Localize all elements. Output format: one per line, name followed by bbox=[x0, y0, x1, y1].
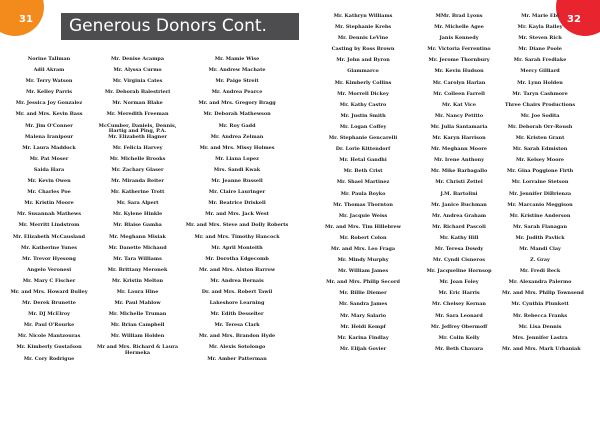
donor-name: Mr. Kristin Moore bbox=[24, 200, 74, 207]
donor-name: Mr. Dennis LeVine bbox=[337, 35, 389, 42]
donor-name: Mr. Billie Diemer bbox=[339, 290, 387, 297]
donor-name: Mr. Colin Kelly bbox=[438, 334, 480, 341]
donor-name: Giammarco bbox=[347, 68, 379, 75]
donor-column-6 bbox=[502, 13, 584, 358]
donor-name: Mr. Merritt Lindstrom bbox=[18, 222, 80, 229]
donor-name: Mr. Marcanio Meggison bbox=[507, 201, 573, 208]
donor-name: Mr. Lisa Dennis bbox=[518, 323, 562, 330]
donor-name: Mr. Carolyn Harlan bbox=[432, 79, 486, 86]
donor-name: Mr. Kylene Hinkle bbox=[112, 211, 163, 218]
donor-name: Mr. Paige Streit bbox=[215, 78, 259, 85]
donor-name: Mr. Sarah Fredlake bbox=[513, 57, 567, 64]
donor-name: Lakeshore Learning bbox=[209, 300, 265, 307]
donor-name: Mr. Virginia Cates bbox=[112, 78, 163, 85]
donor-name: Mr. Alexis Sotolongo bbox=[208, 344, 266, 351]
donor-name: Mr. Paul O'Rourke bbox=[23, 322, 75, 329]
donor-name: Mr. and Mrs. Leo Fraga bbox=[330, 245, 396, 252]
donor-name: Mr. Sarah Flanagan bbox=[512, 223, 568, 230]
donor-name: Mr. Steven Rich bbox=[518, 35, 562, 42]
donor-name: Mr. and Mrs. Mark Urbaniak bbox=[502, 345, 581, 352]
donor-name: Mr. Sarah Edmiston bbox=[512, 146, 568, 153]
donor-name: Mr. Amber Patterman bbox=[207, 355, 267, 362]
donor-name: Mrs. Jennifer Lastra bbox=[512, 334, 568, 341]
donor-name: Dr. Lorie Kittendorf bbox=[335, 146, 391, 153]
donor-name: Mr. Mandi Clay bbox=[519, 245, 561, 252]
donor-name: Mr. Laura Maddock bbox=[22, 144, 76, 151]
donor-name: Mr. Meghann Moore bbox=[430, 146, 488, 153]
donor-name: Mr. Derek Brunette bbox=[22, 300, 76, 307]
donor-name: Mr. Kelsey Moore bbox=[515, 157, 565, 164]
donor-name: Mr. Katherine Yunes bbox=[20, 244, 78, 251]
donor-name: MMr. Brad Lyons bbox=[435, 13, 483, 19]
donor-name: Adil Akram bbox=[33, 67, 65, 74]
donor-name: Mr. Andrew Machate bbox=[208, 67, 266, 74]
donor-name: Mr. Julia Santamaria bbox=[430, 123, 488, 130]
donor-column-1 bbox=[5, 57, 93, 368]
donor-name: Mr. Mary Salario bbox=[339, 312, 387, 319]
donor-name: Mr. Kevin Hudson bbox=[434, 68, 484, 75]
donor-column-2 bbox=[96, 57, 179, 357]
donor-name: Mr. Kristen Grant bbox=[515, 135, 565, 142]
donor-name: Mr. Kimberly Gustafson bbox=[16, 344, 82, 351]
donor-name: Mr. Hetal Gandhi bbox=[339, 157, 387, 164]
donor-name: Mr. Heidi Kempf bbox=[340, 323, 386, 330]
donor-name: Mr. Sandra James bbox=[338, 301, 388, 308]
donor-name: Mr. Deborah Balestrieri bbox=[104, 89, 171, 96]
donor-name: Janis Kennedy bbox=[439, 35, 479, 42]
donor-name: Mr. Kathy Hill bbox=[439, 234, 479, 241]
donor-name: Mr. Gina Poggione Firth bbox=[506, 168, 574, 175]
donor-name: Mr. Mike Barbagallo bbox=[430, 168, 488, 175]
donor-name: Mr. Irene Anthony bbox=[433, 157, 485, 164]
donor-name: Mr. Victoria Ferrentino bbox=[427, 46, 491, 53]
donor-name: Mr. and Mrs. Timothy Hancock bbox=[194, 233, 280, 240]
donor-name: Mr. Kat Vice bbox=[442, 101, 476, 108]
donor-name: Mr. Kathryn Williams bbox=[333, 13, 393, 19]
donor-name: Mr. Jessica Joy Gonzalez bbox=[15, 100, 83, 107]
donor-name: Mr. Roy Gadd bbox=[218, 122, 256, 129]
donor-name: Mr. Colleen Farrell bbox=[433, 90, 485, 97]
donor-name: Mr. Thomas Thornton bbox=[333, 201, 393, 208]
left-page-number: 31 bbox=[19, 14, 33, 25]
donor-name: Mr. Deborah Orr-Roush bbox=[507, 123, 573, 130]
donor-name: Mr. Teresa Dowdy bbox=[434, 245, 484, 252]
donor-name: Mr. Robert Colon bbox=[339, 234, 387, 241]
donor-name: Mr. Alyssa Curmo bbox=[113, 67, 162, 74]
donor-name: Mr. Felicia Harvey bbox=[112, 144, 163, 151]
donor-name: J.M. Bartolini bbox=[440, 190, 478, 197]
donor-name: Mr. Rebecca Franks bbox=[512, 312, 568, 319]
donor-name: Mr. Cyndi Cisneros bbox=[433, 257, 485, 264]
page-title: Generous Donors Cont. bbox=[69, 16, 267, 36]
donor-name: Mr. and Mrs. Brandon Hyde bbox=[198, 333, 276, 340]
donor-name: Mr. Eric Harris bbox=[438, 290, 480, 297]
donor-name: Mr. Beatrice Driskell bbox=[208, 200, 266, 207]
donor-name: Mr. Cynthia Plunkett bbox=[511, 301, 569, 308]
right-page-number: 32 bbox=[567, 14, 581, 25]
donor-column-4 bbox=[319, 14, 407, 358]
donor-name: Mr. DJ McElroy bbox=[28, 311, 70, 318]
donor-name: Mr. Brittany Meronek bbox=[107, 266, 168, 273]
donor-name: Mr. Judith Pavlick bbox=[515, 234, 565, 241]
donor-name: Mr. and Mrs. Alston Barrow bbox=[198, 266, 276, 273]
donor-name: Mr. Jim O'Conner bbox=[25, 122, 73, 129]
donor-name: Mr. Kimberly Collins bbox=[334, 79, 392, 86]
donor-name: Mr. Kristine Anderson bbox=[509, 212, 571, 219]
donor-name: Mr. Taryn Cashmore bbox=[512, 90, 568, 97]
donor-name: Mr. Danette Michaud bbox=[108, 244, 167, 251]
donor-name: Mr. Beth Crist bbox=[343, 168, 383, 175]
donor-name: Mr. Teresa Clark bbox=[214, 322, 260, 329]
donor-name: Mr. Terry Watson bbox=[25, 78, 73, 85]
donor-name: Mr. Richard Pascoli bbox=[432, 223, 486, 230]
donor-name: Mr. Jerome Thornbury bbox=[428, 57, 490, 64]
donor-name: Z. Gray bbox=[530, 257, 550, 264]
donor-name: Mr. Fredi Beck bbox=[519, 268, 561, 275]
donor-name: Mr. Meredith Freeman bbox=[106, 111, 169, 118]
donor-name: Mr. Joan Foley bbox=[439, 279, 479, 286]
donor-name: Mr. Mamie Wise bbox=[214, 56, 260, 62]
donor-name: Mr. and Mrs. Jack West bbox=[205, 211, 269, 218]
donor-name: Mr. Christi Zettel bbox=[435, 179, 483, 186]
donor-name: Mr. Kelley Parris bbox=[25, 89, 73, 96]
donor-name: Mr. William Holden bbox=[110, 333, 165, 340]
donor-name: Mr. Andrea Bernais bbox=[210, 277, 264, 284]
donor-name: Mr. Lorraine Stetson bbox=[511, 179, 569, 186]
donor-name: Mr. and Mrs. Tim Hillebrew bbox=[325, 223, 401, 230]
donor-name: Mr. Denise Acampa bbox=[111, 56, 164, 62]
donor-name: Mr. Jeanne Russell bbox=[211, 178, 263, 185]
donor-name: Mr. Stephanie Krebs bbox=[334, 24, 392, 31]
donor-name: Mr. Karyn Harrison bbox=[432, 135, 486, 142]
donor-name: Angelo Veronesi bbox=[26, 266, 72, 273]
donor-name: Mr. Claire Lauringer bbox=[208, 189, 266, 196]
donor-name: Mr. April Monteith bbox=[211, 244, 263, 251]
donor-name: Casting by Ross Brown bbox=[331, 46, 395, 53]
donor-name: Mr. Kristin Melton bbox=[111, 277, 164, 284]
title-banner bbox=[61, 13, 299, 40]
donor-name: Mr. Karina Findlay bbox=[337, 334, 389, 341]
donor-name: Mrs. Sandi Kwak bbox=[213, 166, 261, 173]
donor-name: Mr. Kayla Bailey bbox=[517, 24, 563, 31]
donor-name: Mr. and Mrs. Kevin Bass bbox=[15, 111, 83, 118]
donor-name: Mr. Diane Poole bbox=[518, 46, 562, 53]
donor-name: Mr. Jennifer DiBrienza bbox=[508, 190, 572, 197]
donor-name: Mr. Kevin Owen bbox=[27, 178, 71, 185]
donor-name: Mr. Miranda Beiter bbox=[111, 178, 164, 185]
donor-name: Mr. Sara Leonard bbox=[435, 312, 483, 319]
donor-name: Mr. Susannah Mathews bbox=[17, 211, 81, 218]
donor-name: Mr. Liana Lopez bbox=[215, 155, 259, 162]
donor-name: Mr. Joe Sodita bbox=[520, 112, 560, 119]
donor-name: Mr. and Mrs. Steve and Dolly Roberts bbox=[185, 222, 289, 229]
donor-name: Mr. Deborah Mathewson bbox=[203, 111, 271, 118]
donor-name: Mr. Katherine Trott bbox=[110, 189, 165, 196]
donor-name: Mr. Nancy Petitto bbox=[434, 112, 484, 119]
donor-name: Mr. Alexandra Palermo bbox=[508, 279, 572, 286]
donor-name: Mr. Janice Buchman bbox=[431, 201, 487, 208]
donor-name: Mr. Marie Ebl bbox=[521, 13, 559, 19]
donor-name: Mr. Morrell Dickey bbox=[337, 90, 389, 97]
right-page bbox=[300, 0, 600, 424]
donor-name: Mr. Andrea Zelman bbox=[210, 133, 264, 140]
donor-name: Mr. Andrea Pearce bbox=[211, 89, 263, 96]
donor-name: Mr. Justin Smith bbox=[340, 112, 386, 119]
donor-name: Mr. and Mrs. Howard Bulley bbox=[10, 288, 88, 295]
donor-name: Mr. Charles Poe bbox=[27, 189, 71, 196]
donor-name: Mr. Pat Moser bbox=[29, 155, 69, 162]
donor-name: Mr. Brian Campbell bbox=[110, 322, 165, 329]
donor-name: Mr. Lynn Holden bbox=[517, 79, 563, 86]
donor-name: Mr. Paul Mahlow bbox=[114, 300, 161, 307]
donor-column-3 bbox=[184, 57, 290, 368]
donor-name: Mr. and Mrs. Philip Secord bbox=[326, 279, 400, 286]
donor-name: Mr. Laura Hine bbox=[116, 288, 159, 295]
donor-name: Mr. Trevor Hyesong bbox=[22, 255, 76, 262]
donor-name: Mr. Dorotha Edgecomb bbox=[205, 255, 269, 262]
donor-name: McCumber, Daniels, Dennis, Hartig and Ping, P.A. bbox=[98, 122, 177, 135]
donor-name: Mr. Cory Rodrigue bbox=[23, 355, 75, 362]
donor-name: Mr. Jacqueline Hornsop bbox=[426, 268, 492, 275]
donor-name: Mr. and Mrs. Philip Townsend bbox=[502, 290, 584, 297]
donor-name: Mr. Chelsey Kernan bbox=[432, 301, 486, 308]
donor-name: Mr. William James bbox=[337, 268, 389, 275]
donor-name: Mr. Elizabeth McCausland bbox=[12, 233, 86, 240]
donor-name: Norine Tallman bbox=[27, 56, 71, 62]
donor-name: Mr. Stephanie Gencarelli bbox=[328, 135, 398, 142]
donor-name: Mr. Norman Blake bbox=[112, 100, 163, 107]
donor-name: Mr. Meghann Misiak bbox=[109, 233, 166, 240]
donor-name: Mr. Mary C Fischer bbox=[22, 277, 76, 284]
donor-name: Dr. and Mrs. Robert Tawil bbox=[201, 288, 273, 295]
donor-name: Mr. Kathy Castro bbox=[339, 101, 387, 108]
donor-name: Mr. Edith Desselter bbox=[210, 311, 264, 318]
donor-name: Mr. Blaise Gamba bbox=[113, 222, 162, 229]
donor-name: Mr. Andrea Graham bbox=[431, 212, 487, 219]
donor-name: Mr. Shael Martinez bbox=[336, 179, 390, 186]
donor-name: Mr. and Mrs. Gregory Bragg bbox=[198, 100, 276, 107]
donor-name: Mr and Mrs. Richard & Laura Hermeka bbox=[96, 344, 179, 357]
donor-name: Saida Hara bbox=[33, 166, 65, 173]
donor-name: Mr. Michelle Truman bbox=[108, 311, 167, 318]
donor-name: Mr. Nicole Mantzouras bbox=[17, 333, 81, 340]
donor-name: Mr. Elijah Govier bbox=[339, 345, 387, 352]
donor-name: Mr. Logan Coffey bbox=[339, 123, 387, 130]
donor-name: Mr. Jacquie Weiss bbox=[338, 212, 388, 219]
donor-name: Mr. Zachary Glaser bbox=[111, 166, 164, 173]
donor-name: Mercy Gilliard bbox=[520, 68, 560, 75]
donor-name: Mr. and Mrs. Missy Holmes bbox=[199, 144, 275, 151]
donor-name: Mr. Tara Williams bbox=[113, 255, 162, 262]
donor-column-5 bbox=[410, 14, 508, 358]
donor-name: Mr. Beth Chavara bbox=[434, 345, 484, 352]
donor-name: Mr. Mindy Murphy bbox=[337, 257, 389, 264]
donor-name: Three Chairs Productions bbox=[504, 101, 576, 108]
donor-name: Mr. Jeffrey Obermoff bbox=[430, 323, 488, 330]
donor-name: Mr. Paula Boyko bbox=[340, 190, 386, 197]
donor-name: Mr. John and Byron bbox=[336, 57, 390, 64]
donor-name: Mr. Michelle Brooks bbox=[109, 155, 166, 162]
donor-name: Malena Iranipour bbox=[24, 133, 74, 140]
donor-name: Mr. Elizabeth Hagner bbox=[108, 133, 167, 140]
donor-name: Mr. Sara Alpert bbox=[116, 200, 159, 207]
donor-name: Mr. Michelle Agee bbox=[434, 24, 484, 31]
